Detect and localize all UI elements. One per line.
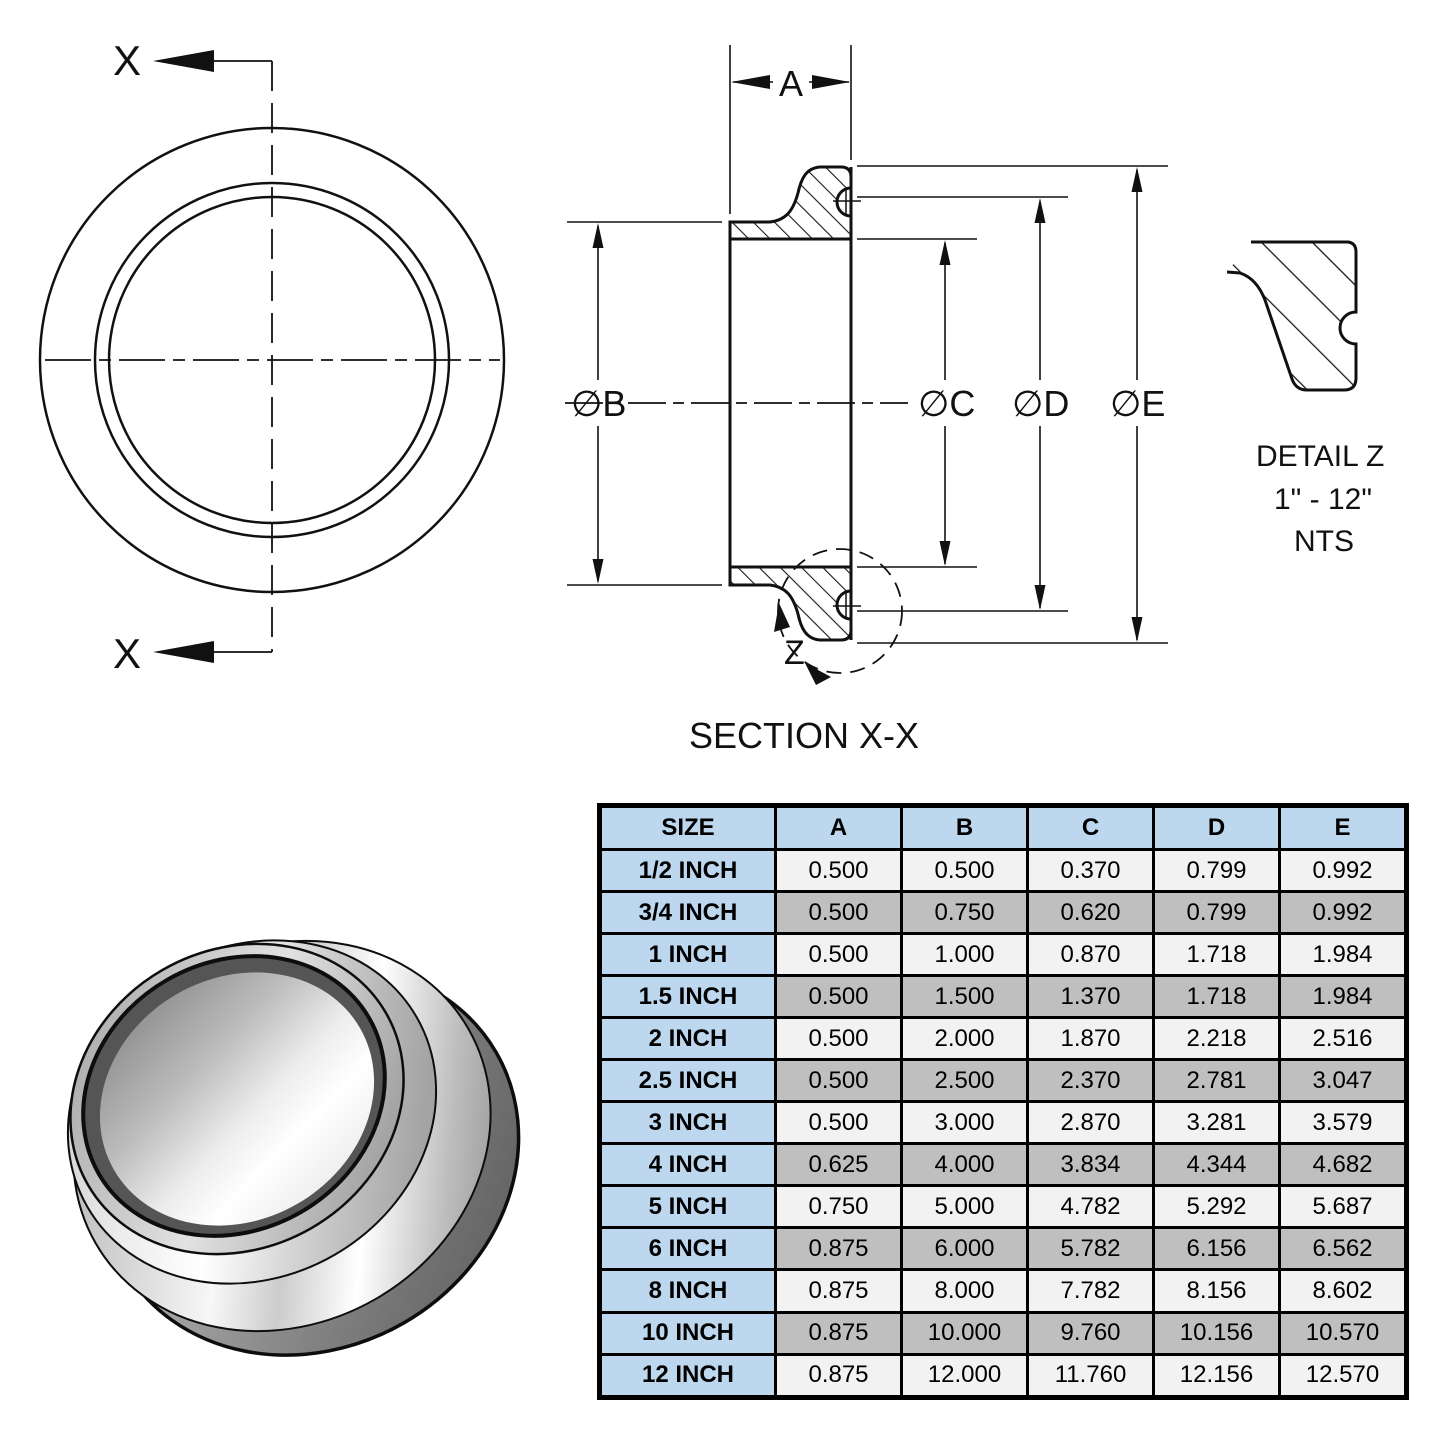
size-cell: 6 INCH bbox=[600, 1228, 776, 1270]
value-cell-e: 2.516 bbox=[1280, 1018, 1407, 1060]
table-header bbox=[600, 806, 1407, 850]
table-header-row bbox=[600, 806, 1407, 850]
dim-c-label: ∅C bbox=[918, 383, 976, 424]
value-cell-c: 0.370 bbox=[1028, 850, 1154, 892]
value-cell-c: 1.870 bbox=[1028, 1018, 1154, 1060]
value-cell-e: 0.992 bbox=[1280, 850, 1407, 892]
size-cell: 1/2 INCH bbox=[600, 850, 776, 892]
value-cell-c: 0.620 bbox=[1028, 892, 1154, 934]
section-arrow-top-icon bbox=[153, 50, 214, 72]
front-view bbox=[40, 37, 504, 677]
detail-title: DETAIL Z bbox=[1256, 440, 1385, 473]
value-cell-d: 5.292 bbox=[1154, 1186, 1280, 1228]
detail-range: 1" - 12" bbox=[1274, 483, 1373, 516]
value-cell-a: 0.500 bbox=[776, 1018, 902, 1060]
size-cell: 1.5 INCH bbox=[600, 976, 776, 1018]
value-cell-d: 10.156 bbox=[1154, 1312, 1280, 1354]
section-flange-bottom bbox=[730, 567, 851, 640]
value-cell-c: 2.870 bbox=[1028, 1102, 1154, 1144]
dim-d-label: ∅D bbox=[1012, 383, 1070, 424]
value-cell-b: 5.000 bbox=[902, 1186, 1028, 1228]
value-cell-d: 3.281 bbox=[1154, 1102, 1280, 1144]
value-cell-d: 2.218 bbox=[1154, 1018, 1280, 1060]
size-cell: 4 INCH bbox=[600, 1144, 776, 1186]
value-cell-d: 0.799 bbox=[1154, 850, 1280, 892]
table-body bbox=[600, 850, 1407, 1398]
section-title: SECTION X-X bbox=[689, 715, 920, 756]
value-cell-b: 1.500 bbox=[902, 976, 1028, 1018]
value-cell-c: 9.760 bbox=[1028, 1312, 1154, 1354]
dim-a-label: A bbox=[779, 63, 804, 104]
section-label-top: X bbox=[113, 37, 142, 84]
value-cell-c: 5.782 bbox=[1028, 1228, 1154, 1270]
value-cell-b: 6.000 bbox=[902, 1228, 1028, 1270]
value-cell-a: 0.500 bbox=[776, 850, 902, 892]
section-view bbox=[565, 45, 1168, 756]
value-cell-a: 0.875 bbox=[776, 1354, 902, 1397]
table-row bbox=[600, 892, 1407, 934]
value-cell-b: 2.000 bbox=[902, 1018, 1028, 1060]
value-cell-e: 12.570 bbox=[1280, 1354, 1407, 1397]
table-row bbox=[600, 1060, 1407, 1102]
size-cell: 8 INCH bbox=[600, 1270, 776, 1312]
value-cell-e: 5.687 bbox=[1280, 1186, 1407, 1228]
table-row bbox=[600, 850, 1407, 892]
value-cell-b: 1.000 bbox=[902, 934, 1028, 976]
value-cell-b: 8.000 bbox=[902, 1270, 1028, 1312]
value-cell-d: 1.718 bbox=[1154, 976, 1280, 1018]
value-cell-e: 0.992 bbox=[1280, 892, 1407, 934]
value-cell-e: 1.984 bbox=[1280, 976, 1407, 1018]
value-cell-d: 8.156 bbox=[1154, 1270, 1280, 1312]
table-row bbox=[600, 934, 1407, 976]
value-cell-c: 3.834 bbox=[1028, 1144, 1154, 1186]
column-header-size: SIZE bbox=[600, 806, 776, 850]
table-row bbox=[600, 1270, 1407, 1312]
value-cell-c: 1.370 bbox=[1028, 976, 1154, 1018]
value-cell-b: 10.000 bbox=[902, 1312, 1028, 1354]
value-cell-b: 2.500 bbox=[902, 1060, 1028, 1102]
value-cell-d: 6.156 bbox=[1154, 1228, 1280, 1270]
table-row bbox=[600, 1144, 1407, 1186]
size-cell: 3/4 INCH bbox=[600, 892, 776, 934]
value-cell-a: 0.625 bbox=[776, 1144, 902, 1186]
detail-leader-stroke-upper bbox=[774, 603, 790, 632]
value-cell-c: 0.870 bbox=[1028, 934, 1154, 976]
value-cell-a: 0.500 bbox=[776, 892, 902, 934]
value-cell-a: 0.875 bbox=[776, 1270, 902, 1312]
dim-b-label: ∅B bbox=[571, 383, 627, 424]
value-cell-a: 0.500 bbox=[776, 1060, 902, 1102]
dimension-c bbox=[857, 239, 977, 567]
table-row bbox=[600, 1186, 1407, 1228]
table-row bbox=[600, 1354, 1407, 1397]
detail-z-hatch-fill bbox=[1227, 242, 1356, 390]
value-cell-c: 7.782 bbox=[1028, 1270, 1154, 1312]
detail-z-pointer-label: Z bbox=[784, 634, 805, 672]
value-cell-b: 0.750 bbox=[902, 892, 1028, 934]
value-cell-d: 2.781 bbox=[1154, 1060, 1280, 1102]
size-cell: 12 INCH bbox=[600, 1354, 776, 1397]
detail-scale: NTS bbox=[1294, 525, 1354, 558]
size-cell: 2 INCH bbox=[600, 1018, 776, 1060]
value-cell-e: 1.984 bbox=[1280, 934, 1407, 976]
column-header-b: B bbox=[902, 806, 1028, 850]
column-header-c: C bbox=[1028, 806, 1154, 850]
value-cell-a: 0.500 bbox=[776, 1102, 902, 1144]
column-header-d: D bbox=[1154, 806, 1280, 850]
table-row bbox=[600, 1102, 1407, 1144]
value-cell-a: 0.500 bbox=[776, 934, 902, 976]
size-cell: 2.5 INCH bbox=[600, 1060, 776, 1102]
table-row bbox=[600, 976, 1407, 1018]
size-cell: 10 INCH bbox=[600, 1312, 776, 1354]
detail-leader-stroke-lower bbox=[805, 663, 831, 685]
value-cell-e: 8.602 bbox=[1280, 1270, 1407, 1312]
dim-e-label: ∅E bbox=[1110, 383, 1166, 424]
value-cell-a: 0.875 bbox=[776, 1312, 902, 1354]
table-row bbox=[600, 1312, 1407, 1354]
value-cell-e: 3.579 bbox=[1280, 1102, 1407, 1144]
value-cell-b: 12.000 bbox=[902, 1354, 1028, 1397]
value-cell-a: 0.500 bbox=[776, 976, 902, 1018]
value-cell-e: 4.682 bbox=[1280, 1144, 1407, 1186]
column-header-e: E bbox=[1280, 806, 1407, 850]
value-cell-a: 0.750 bbox=[776, 1186, 902, 1228]
value-cell-a: 0.875 bbox=[776, 1228, 902, 1270]
value-cell-c: 2.370 bbox=[1028, 1060, 1154, 1102]
value-cell-d: 1.718 bbox=[1154, 934, 1280, 976]
value-cell-d: 4.344 bbox=[1154, 1144, 1280, 1186]
value-cell-c: 4.782 bbox=[1028, 1186, 1154, 1228]
detail-z-view bbox=[1227, 242, 1384, 558]
section-arrow-bottom-icon bbox=[153, 641, 214, 663]
value-cell-b: 3.000 bbox=[902, 1102, 1028, 1144]
value-cell-e: 10.570 bbox=[1280, 1312, 1407, 1354]
column-header-a: A bbox=[776, 806, 902, 850]
section-flange-top bbox=[730, 167, 851, 239]
value-cell-b: 0.500 bbox=[902, 850, 1028, 892]
size-cell: 3 INCH bbox=[600, 1102, 776, 1144]
dimension-table bbox=[597, 803, 1409, 1400]
value-cell-d: 0.799 bbox=[1154, 892, 1280, 934]
table-row bbox=[600, 1018, 1407, 1060]
size-cell: 5 INCH bbox=[600, 1186, 776, 1228]
value-cell-b: 4.000 bbox=[902, 1144, 1028, 1186]
part-3d-render bbox=[2, 866, 590, 1431]
size-cell: 1 INCH bbox=[600, 934, 776, 976]
value-cell-c: 11.760 bbox=[1028, 1354, 1154, 1397]
table-row bbox=[600, 1228, 1407, 1270]
value-cell-e: 6.562 bbox=[1280, 1228, 1407, 1270]
value-cell-e: 3.047 bbox=[1280, 1060, 1407, 1102]
value-cell-d: 12.156 bbox=[1154, 1354, 1280, 1397]
section-label-bottom: X bbox=[113, 630, 142, 677]
